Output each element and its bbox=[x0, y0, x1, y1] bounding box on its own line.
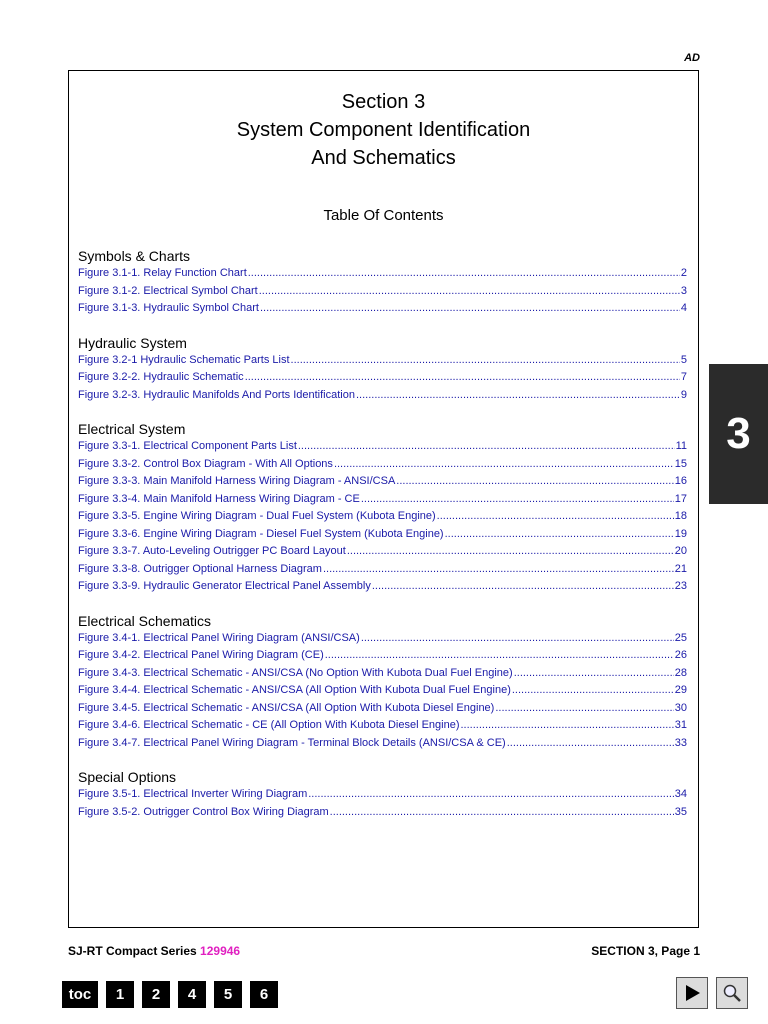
entry-label: Figure 3.3-7. Auto-Leveling Outrigger PC Board Layout bbox=[78, 545, 346, 557]
toc-heading: Table Of Contents bbox=[323, 207, 444, 224]
entry-label: Figure 3.1-2. Electrical Symbol Chart bbox=[78, 284, 258, 297]
entry-label: Figure 3.4-3. Electrical Schematic - ANSI/CSA (No Option With Kubota Dual Fuel Engine) bbox=[78, 666, 513, 679]
nav-button-6[interactable]: 6 bbox=[250, 981, 278, 1008]
toc-entry-link[interactable] bbox=[78, 300, 687, 318]
toc-section bbox=[78, 421, 687, 596]
dot-leader bbox=[330, 804, 674, 822]
entry-page-number: 35 bbox=[674, 805, 687, 818]
toc-entry-link[interactable] bbox=[78, 283, 687, 301]
section-tab[interactable]: 3 bbox=[709, 364, 768, 504]
footer-series bbox=[68, 944, 240, 958]
entry-label: Figure 3.5-2. Outrigger Control Box Wiring Diagram bbox=[78, 805, 329, 818]
toc-entry-link[interactable] bbox=[78, 630, 687, 648]
dot-leader bbox=[361, 630, 674, 648]
toc-entry-link[interactable] bbox=[78, 543, 687, 561]
play-icon bbox=[683, 984, 701, 1002]
toc-entry-link[interactable] bbox=[78, 438, 687, 456]
entry-page-number: 17 bbox=[674, 492, 687, 505]
dot-leader bbox=[461, 717, 674, 735]
nav-buttons bbox=[62, 981, 278, 1008]
section-heading: Electrical Schematics bbox=[78, 612, 212, 629]
nav-button-2[interactable]: 2 bbox=[142, 981, 170, 1008]
entry-label: Figure 3.1-3. Hydraulic Symbol Chart bbox=[78, 302, 259, 314]
dot-leader bbox=[298, 438, 675, 456]
dot-leader bbox=[245, 369, 680, 387]
entry-page-number: 28 bbox=[674, 666, 687, 679]
toc-entry-link[interactable] bbox=[78, 369, 687, 387]
entry-label: Figure 3.5-1. Electrical Inverter Wiring Diagram bbox=[78, 788, 308, 800]
dot-leader bbox=[396, 473, 673, 491]
magnifier-icon bbox=[722, 983, 742, 1003]
entry-page-number: 2 bbox=[680, 267, 687, 279]
nav-button-1[interactable]: 1 bbox=[106, 981, 134, 1008]
entry-page-number: 5 bbox=[680, 353, 687, 366]
dot-leader bbox=[437, 508, 674, 526]
entry-page-number: 31 bbox=[674, 719, 687, 731]
section-heading: Electrical System bbox=[78, 421, 186, 437]
entry-page-number: 7 bbox=[680, 371, 687, 383]
toc-entry-link[interactable] bbox=[78, 352, 687, 370]
toc-entry-link[interactable] bbox=[78, 665, 687, 683]
entry-label: Figure 3.2-3. Hydraulic Manifolds And Ports Identification bbox=[78, 388, 355, 401]
toc-entry-link[interactable] bbox=[78, 647, 687, 665]
series-name: SJ-RT Compact Series bbox=[68, 944, 201, 958]
toc-entry-link[interactable] bbox=[78, 491, 687, 509]
toc-entry-link[interactable] bbox=[78, 804, 687, 822]
toc-entry-link[interactable] bbox=[78, 561, 687, 579]
dot-leader bbox=[372, 578, 674, 596]
dot-leader bbox=[323, 561, 674, 579]
page-title bbox=[68, 88, 699, 172]
dot-leader bbox=[260, 300, 680, 318]
entry-page-number: 18 bbox=[674, 510, 687, 522]
entry-page-number: 23 bbox=[674, 580, 687, 592]
entry-page-number: 16 bbox=[674, 475, 687, 487]
corner-tag: AD bbox=[684, 52, 700, 64]
entry-label: Figure 3.4-5. Electrical Schematic - ANSI/CSA (All Option With Kubota Diesel Engine) bbox=[78, 701, 495, 714]
dot-leader bbox=[356, 387, 680, 405]
toc-entry-link[interactable] bbox=[78, 700, 687, 718]
entry-label: Figure 3.3-4. Main Manifold Harness Wiring Diagram - CE bbox=[78, 492, 360, 505]
dot-leader bbox=[259, 283, 680, 301]
dot-leader bbox=[361, 491, 674, 509]
dot-leader bbox=[495, 700, 673, 718]
toc-entry-link[interactable] bbox=[78, 578, 687, 596]
entry-label: Figure 3.3-2. Control Box Diagram - With All Options bbox=[78, 457, 333, 470]
dot-leader bbox=[512, 682, 674, 700]
entry-label: Figure 3.3-6. Engine Wiring Diagram - Diesel Fuel System (Kubota Engine) bbox=[78, 527, 444, 540]
dot-leader bbox=[347, 543, 674, 561]
entry-label: Figure 3.4-7. Electrical Panel Wiring Diagram - Terminal Block Details (ANSI/CSA & CE) bbox=[78, 736, 506, 749]
toc-section bbox=[78, 613, 687, 753]
dot-leader bbox=[507, 735, 674, 753]
entry-page-number: 33 bbox=[674, 736, 687, 749]
toc-entry-link[interactable] bbox=[78, 682, 687, 700]
entry-label: Figure 3.3-1. Electrical Component Parts List bbox=[78, 440, 297, 452]
entry-label: Figure 3.2-1 Hydraulic Schematic Parts List bbox=[78, 353, 290, 366]
entry-page-number: 26 bbox=[674, 649, 687, 661]
entry-label: Figure 3.4-6. Electrical Schematic - CE (All Option With Kubota Diesel Engine) bbox=[78, 719, 460, 731]
toc-entry-link[interactable] bbox=[78, 473, 687, 491]
entry-label: Figure 3.3-9. Hydraulic Generator Electrical Panel Assembly bbox=[78, 580, 371, 592]
section-heading: Special Options bbox=[78, 769, 177, 785]
entry-page-number: 11 bbox=[675, 440, 687, 452]
entry-page-number: 4 bbox=[680, 302, 687, 314]
dot-leader bbox=[248, 265, 680, 283]
nav-button-4[interactable]: 4 bbox=[178, 981, 206, 1008]
section-heading: Hydraulic System bbox=[78, 334, 187, 351]
nav-button-5[interactable]: 5 bbox=[214, 981, 242, 1008]
toc-entry-link[interactable] bbox=[78, 456, 687, 474]
toc-entry-link[interactable] bbox=[78, 786, 687, 804]
footer-page-label: SECTION 3, Page 1 bbox=[591, 944, 700, 958]
toc-entry-link[interactable] bbox=[78, 717, 687, 735]
entry-page-number: 25 bbox=[674, 631, 687, 644]
toc-section bbox=[78, 248, 687, 318]
entry-label: Figure 3.2-2. Hydraulic Schematic bbox=[78, 371, 244, 383]
entry-page-number: 9 bbox=[680, 388, 687, 401]
entry-page-number: 29 bbox=[674, 684, 687, 696]
entry-page-number: 19 bbox=[674, 527, 687, 540]
next-page-button[interactable] bbox=[676, 977, 708, 1009]
toc-entry-link[interactable] bbox=[78, 508, 687, 526]
section-heading: Symbols & Charts bbox=[78, 248, 191, 264]
entry-label: Figure 3.3-5. Engine Wiring Diagram - Dual Fuel System (Kubota Engine) bbox=[78, 510, 436, 522]
toc-button[interactable]: toc bbox=[62, 981, 98, 1008]
search-button[interactable] bbox=[716, 977, 748, 1009]
title-line-1: Section 3 bbox=[341, 91, 426, 113]
dot-leader bbox=[514, 665, 674, 683]
entry-label: Figure 3.4-1. Electrical Panel Wiring Diagram (ANSI/CSA) bbox=[78, 631, 360, 644]
series-number: 129946 bbox=[200, 944, 241, 958]
entry-page-number: 21 bbox=[674, 562, 687, 575]
entry-page-number: 30 bbox=[674, 701, 687, 714]
title-line-3: And Schematics bbox=[311, 147, 456, 169]
title-line-2: System Component Identification bbox=[236, 119, 531, 141]
entry-label: Figure 3.3-3. Main Manifold Harness Wiring Diagram - ANSI/CSA bbox=[78, 475, 396, 487]
entry-page-number: 34 bbox=[674, 788, 687, 800]
entry-page-number: 20 bbox=[674, 545, 687, 557]
dot-leader bbox=[308, 786, 674, 804]
toc-entry-link[interactable] bbox=[78, 265, 687, 283]
toc-entry-link[interactable] bbox=[78, 735, 687, 753]
entry-label: Figure 3.1-1. Relay Function Chart bbox=[78, 267, 247, 279]
dot-leader bbox=[334, 456, 674, 474]
toc-section bbox=[78, 335, 687, 405]
dot-leader bbox=[291, 352, 680, 370]
dot-leader bbox=[325, 647, 674, 665]
entry-label: Figure 3.4-2. Electrical Panel Wiring Diagram (CE) bbox=[78, 649, 324, 661]
toc-entry-link[interactable] bbox=[78, 387, 687, 405]
toc-section bbox=[78, 769, 687, 821]
dot-leader bbox=[445, 526, 674, 544]
entry-label: Figure 3.3-8. Outrigger Optional Harness Diagram bbox=[78, 562, 322, 575]
toc-list bbox=[78, 248, 687, 838]
toc-entry-link[interactable] bbox=[78, 526, 687, 544]
entry-page-number: 3 bbox=[680, 284, 687, 297]
entry-page-number: 15 bbox=[674, 457, 687, 470]
entry-label: Figure 3.4-4. Electrical Schematic - ANSI/CSA (All Option With Kubota Dual Fuel Engine) bbox=[78, 684, 511, 696]
